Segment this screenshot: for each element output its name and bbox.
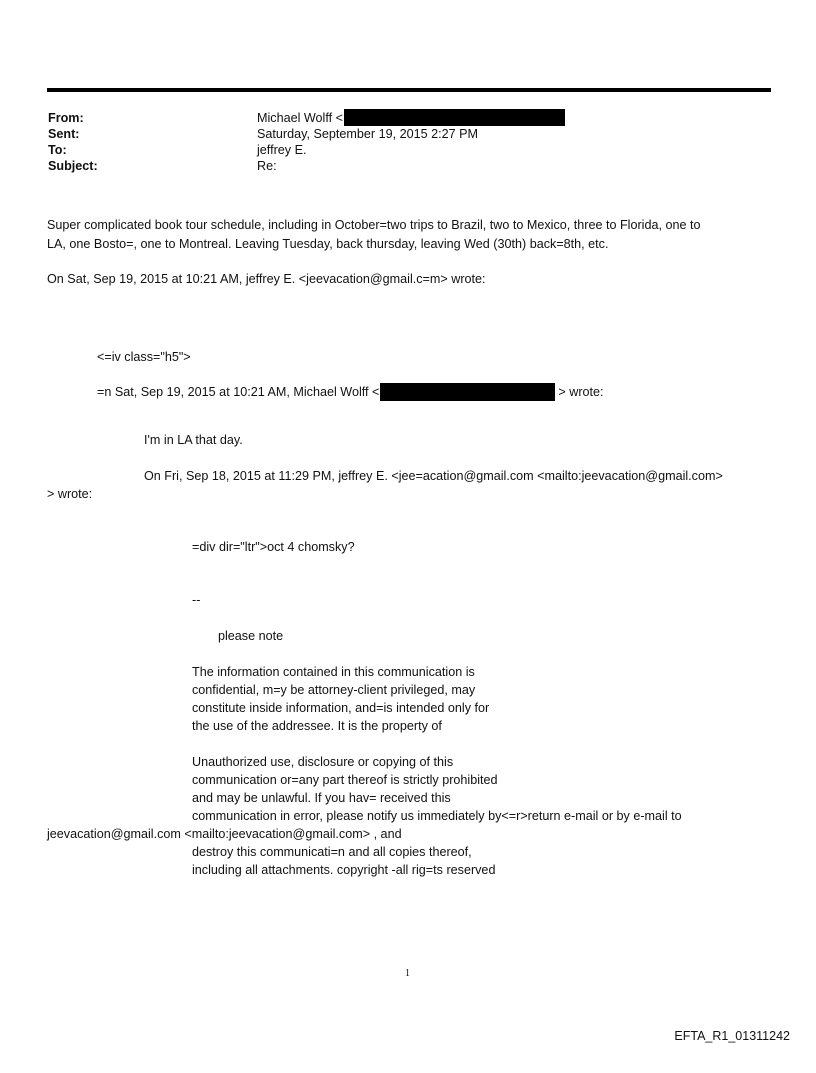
to-value: jeffrey E. bbox=[257, 143, 307, 157]
sent-value: Saturday, September 19, 2015 2:27 PM bbox=[257, 127, 478, 141]
from-row bbox=[257, 109, 565, 126]
quote-header: On Sat, Sep 19, 2015 at 10:21 AM, jeffrey E. <jeevacation@gmail.c=m> wrote: bbox=[47, 272, 486, 286]
quote-header: On Fri, Sep 18, 2015 at 11:29 PM, jeffrey E. <jee=acation@gmail.com <mailto:jeevacation@gmail.com> bbox=[144, 469, 723, 483]
header-rule bbox=[47, 88, 771, 92]
to-label: To: bbox=[48, 143, 67, 157]
disclaimer-line: constitute inside information, and=is intended only for bbox=[192, 701, 490, 715]
disclaimer-line: and may be unlawful. If you hav= received this bbox=[192, 791, 451, 805]
redaction-box bbox=[380, 383, 555, 401]
disclaimer-line: the use of the addressee. It is the property of bbox=[192, 719, 442, 733]
quote-header: =n Sat, Sep 19, 2015 at 10:21 AM, Michael Wolff < bbox=[97, 385, 380, 399]
page-number: 1 bbox=[405, 968, 410, 979]
reply-text: I'm in LA that day. bbox=[144, 433, 243, 447]
body-line: Super complicated book tour schedule, including in October=two trips to Brazil, two to Mexico, three to Florida, one to bbox=[47, 218, 701, 232]
subject-label: Subject: bbox=[48, 159, 98, 173]
html-fragment: <=iv class="h5"> bbox=[97, 350, 191, 364]
quote-header-row bbox=[97, 383, 604, 401]
signature-separator: -- bbox=[192, 593, 201, 607]
disclaimer-line: destroy this communicati=n and all copies thereof, bbox=[192, 845, 472, 859]
sent-label: Sent: bbox=[48, 127, 80, 141]
body-line: LA, one Bosto=, one to Montreal. Leaving Tuesday, back thursday, leaving Wed (30th) back=8th, etc. bbox=[47, 237, 609, 251]
document-id: EFTA_R1_01311242 bbox=[674, 1029, 790, 1043]
subject-value: Re: bbox=[257, 159, 277, 173]
disclaimer-line: confidential, m=y be attorney-client privileged, may bbox=[192, 683, 476, 697]
redaction-box bbox=[344, 109, 565, 126]
disclaimer-line: including all attachments. copyright -all rig=ts reserved bbox=[192, 863, 496, 877]
please-note: please note bbox=[218, 629, 284, 643]
from-value: Michael Wolff < bbox=[257, 110, 343, 125]
disclaimer-line: communication or=any part thereof is strictly prohibited bbox=[192, 773, 498, 787]
disclaimer-line: The information contained in this communication is bbox=[192, 665, 475, 679]
disclaimer-line: communication in error, please notify us immediately by<=r>return e-mail or by e-mail to bbox=[192, 809, 682, 823]
disclaimer-email: jeevacation@gmail.com <mailto:jeevacation@gmail.com> , and bbox=[47, 827, 402, 841]
quote-header-end: > wrote: bbox=[558, 385, 604, 399]
from-label: From: bbox=[48, 111, 84, 125]
message-text: =div dir="ltr">oct 4 chomsky? bbox=[192, 540, 355, 554]
quote-header-cont: > wrote: bbox=[47, 487, 93, 501]
disclaimer-line: Unauthorized use, disclosure or copying of this bbox=[192, 755, 454, 769]
